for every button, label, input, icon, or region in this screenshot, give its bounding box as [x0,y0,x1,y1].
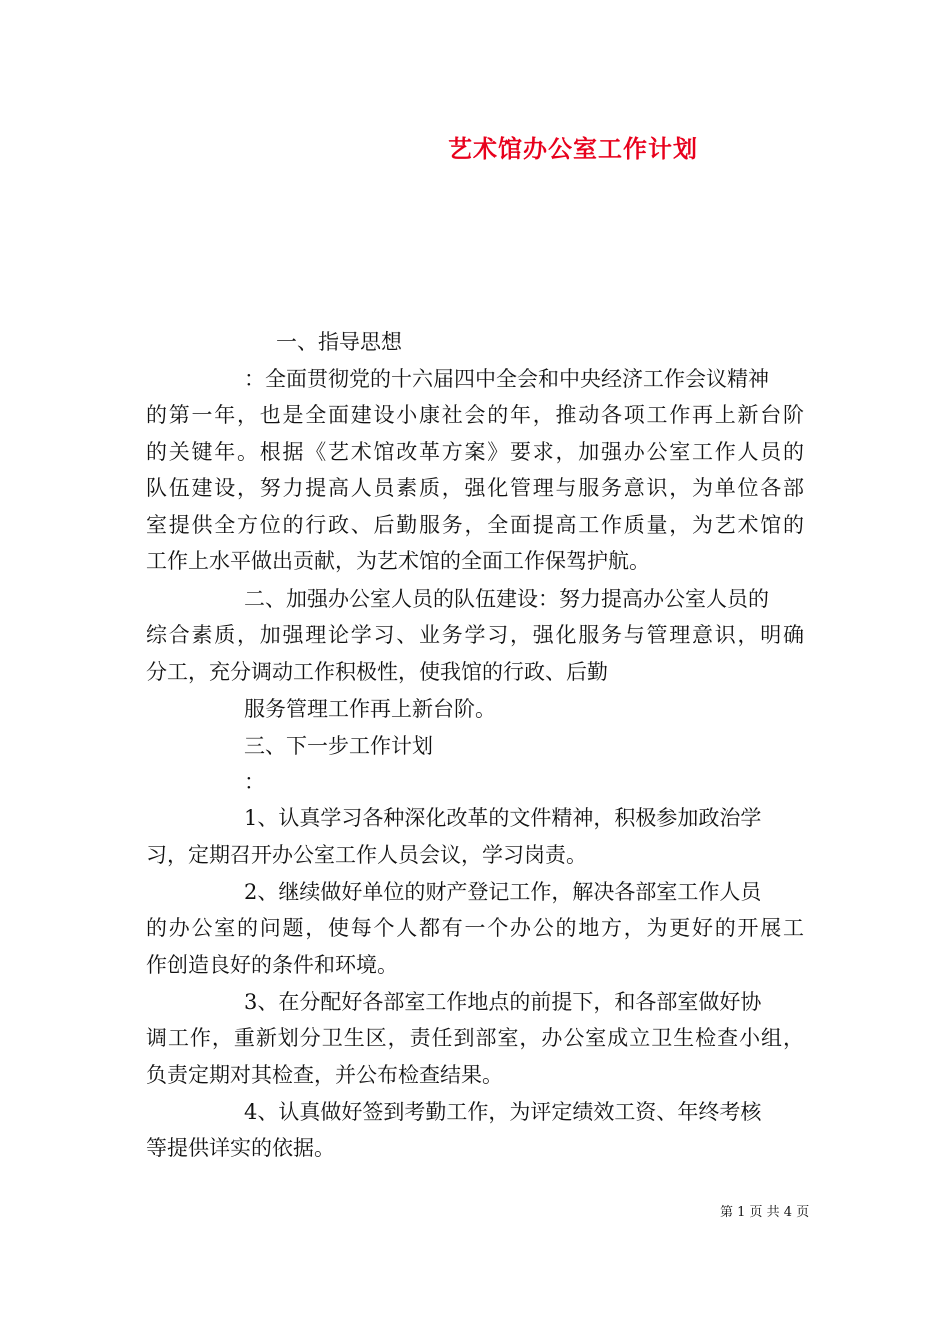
paragraph-line: 的第一年，也是全面建设小康社会的年，推动各项工作再上新台阶 [146,403,804,427]
paragraph-line: 队伍建设，努力提高人员素质，强化管理与服务意识，为单位各部 [146,476,804,500]
heading-team-building: 二、加强办公室人员的队伍建设：努力提高办公室人员的 [244,587,769,611]
page-number-footer: 第 1 页 共 4 页 [720,1205,810,1220]
paragraph-line: ：全面贯彻党的十六届四中全会和中央经济工作会议精神 [244,367,769,391]
paragraph-line: 习，定期召开办公室工作人员会议，学习岗责。 [146,843,587,867]
heading-next-plan: 三、下一步工作计划 [244,734,433,758]
paragraph-line: 综合素质，加强理论学习、业务学习，强化服务与管理意识，明确 [146,623,804,647]
paragraph-line: 分工，充分调动工作积极性，使我馆的行政、后勤 [146,660,608,684]
paragraph-line: ： [244,770,265,794]
document-title: 艺术馆办公室工作计划 [448,134,698,163]
list-item-3: 3、在分配好各部室工作地点的前提下，和各部室做好协 [244,990,762,1014]
paragraph-line: 等提供详实的依据。 [146,1136,335,1160]
paragraph-line: 工作上水平做出贡献，为艺术馆的全面工作保驾护航。 [146,549,650,573]
paragraph-line: 作创造良好的条件和环境。 [146,953,398,977]
paragraph-line: 服务管理工作再上新台阶。 [244,697,496,721]
paragraph-line: 的关键年。根据《艺术馆改革方案》要求，加强办公室工作人员的 [146,440,804,464]
paragraph-line: 调工作，重新划分卫生区，责任到部室，办公室成立卫生检查小组， [146,1026,804,1050]
list-item-4: 4、认真做好签到考勤工作，为评定绩效工资、年终考核 [244,1100,762,1124]
paragraph-line: 室提供全方位的行政、后勤服务，全面提高工作质量，为艺术馆的 [146,513,804,537]
list-item-2: 2、继续做好单位的财产登记工作，解决各部室工作人员 [244,880,762,904]
heading-guiding-ideology: 一、指导思想 [276,330,402,354]
paragraph-line: 负责定期对其检查，并公布检查结果。 [146,1063,503,1087]
list-item-1: 1、认真学习各种深化改革的文件精神，积极参加政治学 [244,806,762,830]
paragraph-line: 的办公室的问题，使每个人都有一个办公的地方，为更好的开展工 [146,916,804,940]
